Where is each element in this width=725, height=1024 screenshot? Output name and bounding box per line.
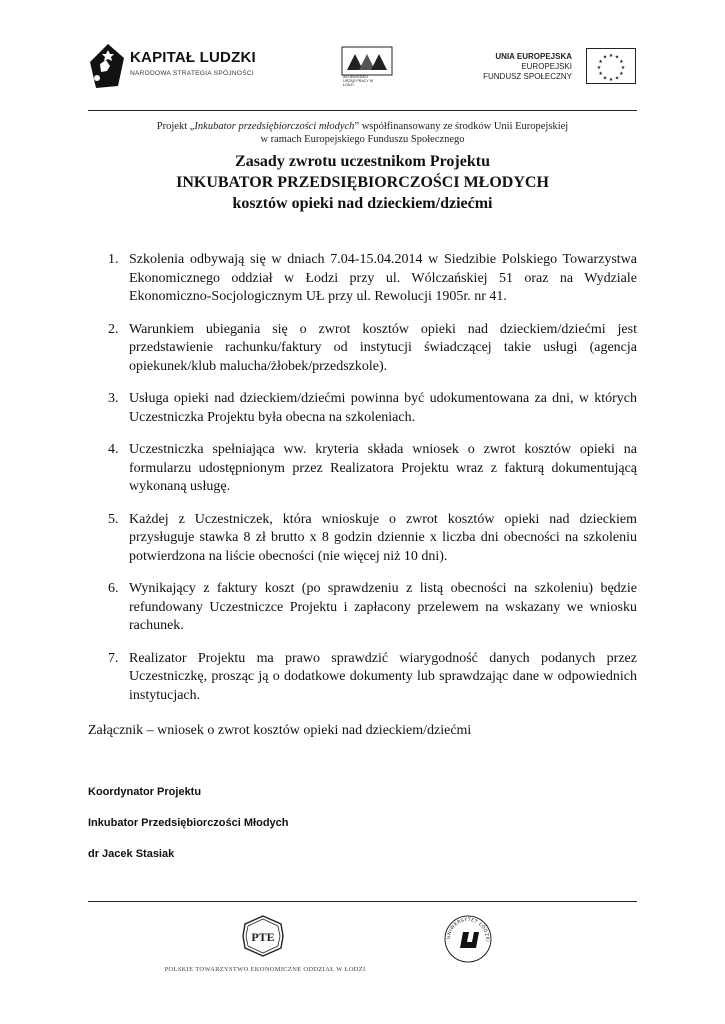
kapital-ludzki-emblem-icon bbox=[88, 42, 128, 90]
rule-number: 1. bbox=[108, 252, 119, 267]
eu-logo-block bbox=[483, 52, 636, 92]
rule-item bbox=[88, 441, 637, 497]
university-lodz-seal-text: UNIWERSYTET ŁÓDZKI bbox=[446, 917, 490, 943]
rule-item bbox=[88, 321, 637, 377]
rule-text: Realizator Projektu ma prawo sprawdzić wiarygodność danych podanych przez Uczestniczkę, prosząc ją o dodatkowe dokumenty lub sprawdzając dane w odpowiednich instytucjach. bbox=[129, 650, 637, 703]
funding-prefix: Projekt „ bbox=[156, 121, 195, 132]
rule-item bbox=[88, 390, 637, 427]
university-lodz-seal-icon bbox=[443, 914, 493, 964]
rules-list bbox=[88, 251, 637, 719]
wup-lodz-text: WOJEWÓDZKI URZĄD PRACY W ŁODZI bbox=[343, 75, 374, 88]
funding-suffix: ” współfinansowany ze środków Unii Europejskiej bbox=[354, 121, 569, 132]
university-lodz-logo bbox=[443, 914, 493, 964]
funding-project-name: Inkubator przedsiębiorczości młodych bbox=[194, 121, 355, 132]
kapital-ludzki-title: KAPITAŁ LUDZKI bbox=[130, 49, 256, 66]
rule-number: 6. bbox=[108, 581, 119, 596]
rule-item bbox=[88, 650, 637, 706]
rule-text: Uczestniczka spełniająca ww. kryteria składa wniosek o zwrot kosztów opieki na formularzu udostępnionym przez Realizatora Projektu wraz z fakturą dokumentującą wykonaną usługę. bbox=[129, 442, 637, 494]
svg-text:★: ★ bbox=[619, 71, 624, 77]
svg-text:★: ★ bbox=[620, 65, 626, 71]
funding-line-2: w ramach Europejskiego Funduszu Społecznego bbox=[260, 134, 465, 145]
title-line-1: Zasady zwrotu uczestnikom Projektu bbox=[235, 153, 490, 170]
signature-name: dr Jacek Stasiak bbox=[88, 848, 175, 860]
svg-text:★: ★ bbox=[608, 53, 614, 59]
wup-lodz-logo bbox=[341, 46, 393, 94]
rule-text: Usługa opieki nad dzieckiem/dziećmi powinna być udokumentowana za dni, w których Uczestniczka Projektu była obecna na szkoleniach. bbox=[129, 391, 637, 425]
svg-text:★: ★ bbox=[608, 77, 614, 83]
eu-line-2: EUROPEJSKI bbox=[521, 62, 572, 71]
rule-number: 2. bbox=[108, 321, 119, 337]
signature-project: Inkubator Przedsiębiorczości Młodych bbox=[88, 817, 289, 829]
eu-line-1: UNIA EUROPEJSKA bbox=[495, 52, 572, 61]
kapital-ludzki-subtitle: NARODOWA STRATEGIA SPÓJNOŚCI bbox=[130, 70, 254, 77]
signature-role: Koordynator Projektu bbox=[88, 786, 202, 798]
rule-text: Warunkiem ubiegania się o zwrot kosztów opieki nad dzieckiem/dziećmi jest przedstawienie rachunku/faktury od instytucji świadczącej takie usługi (agencja opiekunek/klub malucha/żłobek/przedszkole). bbox=[129, 321, 637, 374]
rule-item bbox=[88, 580, 637, 636]
svg-text:★: ★ bbox=[602, 54, 608, 61]
funding-line-1 bbox=[88, 120, 637, 133]
svg-text:UNIWERSYTET ŁÓDZKI bbox=[446, 917, 490, 942]
svg-text:★: ★ bbox=[596, 65, 602, 71]
attachment-note: Załącznik – wniosek o zwrot kosztów opieki nad dzieckiem/dziećmi bbox=[88, 723, 472, 738]
rule-text: Szkolenia odbywają się w dniach 7.04-15.04.2014 w Siedzibie Polskiego Towarzystwa Ekonomicznego oddział w Łodzi przy ul. Wólczańskiej 51 oraz na Wydziale Ekonomiczno-Socjologicznym UŁ przy ul. Rewolucji 1905r. nr 41. bbox=[129, 252, 637, 304]
footer-divider bbox=[88, 901, 637, 902]
document-title bbox=[88, 151, 637, 214]
rule-item bbox=[88, 251, 637, 307]
rule-number: 5. bbox=[108, 511, 119, 527]
funding-note bbox=[88, 120, 637, 146]
svg-text:★: ★ bbox=[598, 71, 603, 77]
svg-text:★: ★ bbox=[614, 75, 620, 82]
eu-line-3: FUNDUSZ SPOŁECZNY bbox=[483, 72, 572, 81]
rule-number: 3. bbox=[108, 391, 119, 406]
rule-number: 4. bbox=[108, 442, 119, 457]
wup-arrows-icon bbox=[341, 46, 393, 76]
header-divider bbox=[88, 110, 637, 111]
pte-name: POLSKIE TOWARZYSTWO EKONOMICZNE ODDZIAŁ W ŁODZI bbox=[164, 966, 366, 973]
kapital-ludzki-logo bbox=[88, 42, 288, 90]
rule-number: 7. bbox=[108, 650, 119, 666]
eu-flag-icon bbox=[586, 48, 636, 84]
title-line-3: kosztów opieki nad dzieckiem/dziećmi bbox=[232, 195, 493, 212]
svg-text:★: ★ bbox=[598, 59, 603, 65]
pte-logo bbox=[242, 915, 284, 957]
svg-text:★: ★ bbox=[602, 75, 608, 82]
pte-logo-text: PTE bbox=[251, 930, 275, 944]
rule-text: Każdej z Uczestniczek, która wnioskuje o zwrot kosztów opieki nad dzieckiem przysługuje stawka 8 zł brutto x 8 godzin dziennie x liczba dni obecności na szkoleniu potwierdzona na liście obecności (nie więcej niż 10 dni). bbox=[129, 511, 637, 564]
rule-item bbox=[88, 511, 637, 567]
rule-text: Wynikający z faktury koszt (po sprawdzeniu z listą obecności na szkoleniu) będzie refundowany Uczestniczce Projektu i zapłacony przelewem na wskazany we wniosku rachunek. bbox=[129, 581, 637, 633]
pte-emblem-icon bbox=[242, 915, 284, 957]
svg-text:★: ★ bbox=[614, 54, 620, 61]
title-line-2: INKUBATOR PRZEDSIĘBIORCZOŚCI MŁODYCH bbox=[176, 174, 549, 191]
svg-text:★: ★ bbox=[619, 59, 624, 65]
